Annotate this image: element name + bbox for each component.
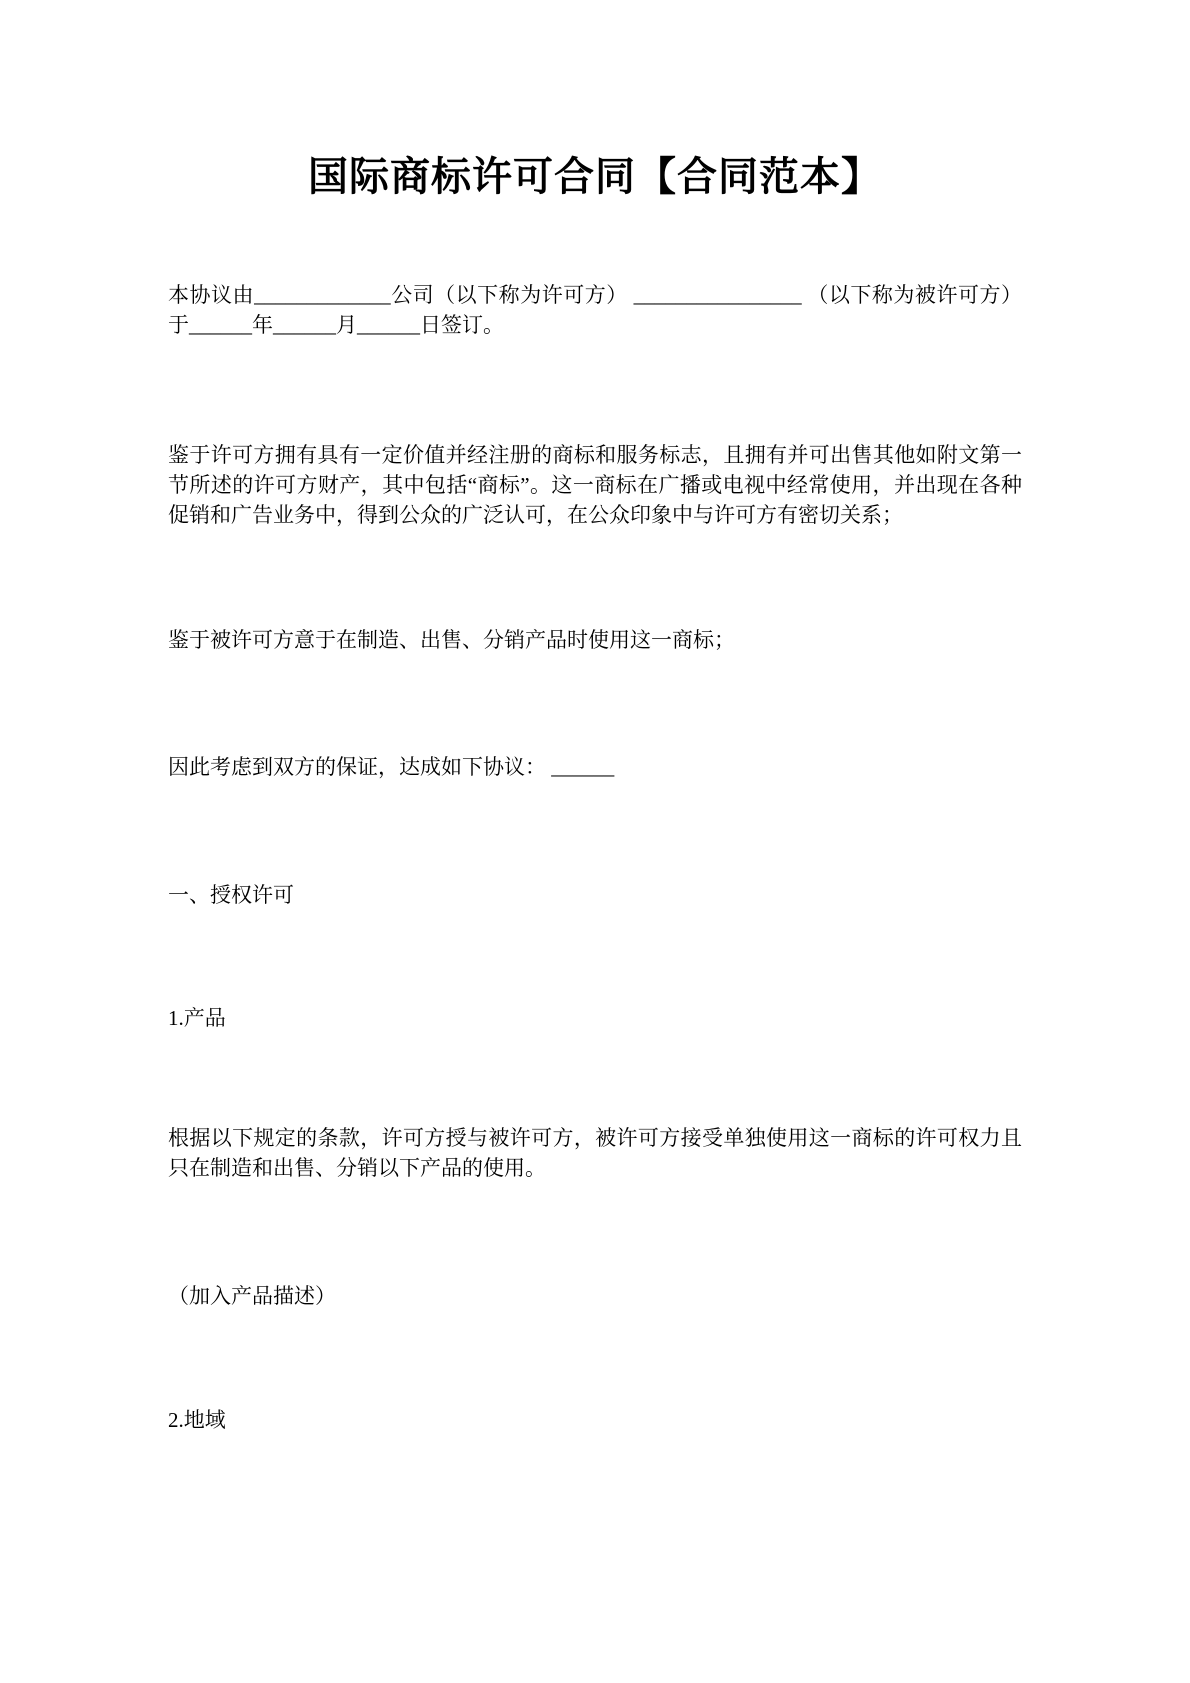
document-title: 国际商标许可合同【合同范本】	[308, 154, 882, 199]
paragraph-therefore: 因此考虑到双方的保证，达成如下协议： ______	[168, 755, 615, 779]
paragraph-whereas-licensor: 鉴于许可方拥有具有一定价值并经注册的商标和服务标志，且拥有并可出售其他如附文第一节所述的许可方财产，其中包括“商标”。这一商标在广播或电视中经常使用，并出现在各种促销和广告业务中，得到公众的广泛认可，在公众印象中与许可方有密切关系；	[168, 443, 1022, 527]
paragraph-whereas-licensee: 鉴于被许可方意于在制造、出售、分销产品时使用这一商标；	[168, 628, 735, 652]
paragraph-grant: 根据以下规定的条款，许可方授与被许可方，被许可方接受单独使用这一商标的许可权力且只在制造和出售、分销以下产品的使用。	[168, 1126, 1022, 1180]
section-heading-authorization: 一、授权许可	[168, 883, 294, 907]
subheading-territory: 2.地域	[168, 1408, 226, 1432]
paragraph-product-description-placeholder: （加入产品描述）	[168, 1284, 336, 1308]
subheading-product: 1.产品	[168, 1006, 226, 1030]
paragraph-intro: 本协议由_____________公司（以下称为许可方） ________________ （以下称为被许可方）于______年______月______日签订。	[168, 283, 1022, 337]
